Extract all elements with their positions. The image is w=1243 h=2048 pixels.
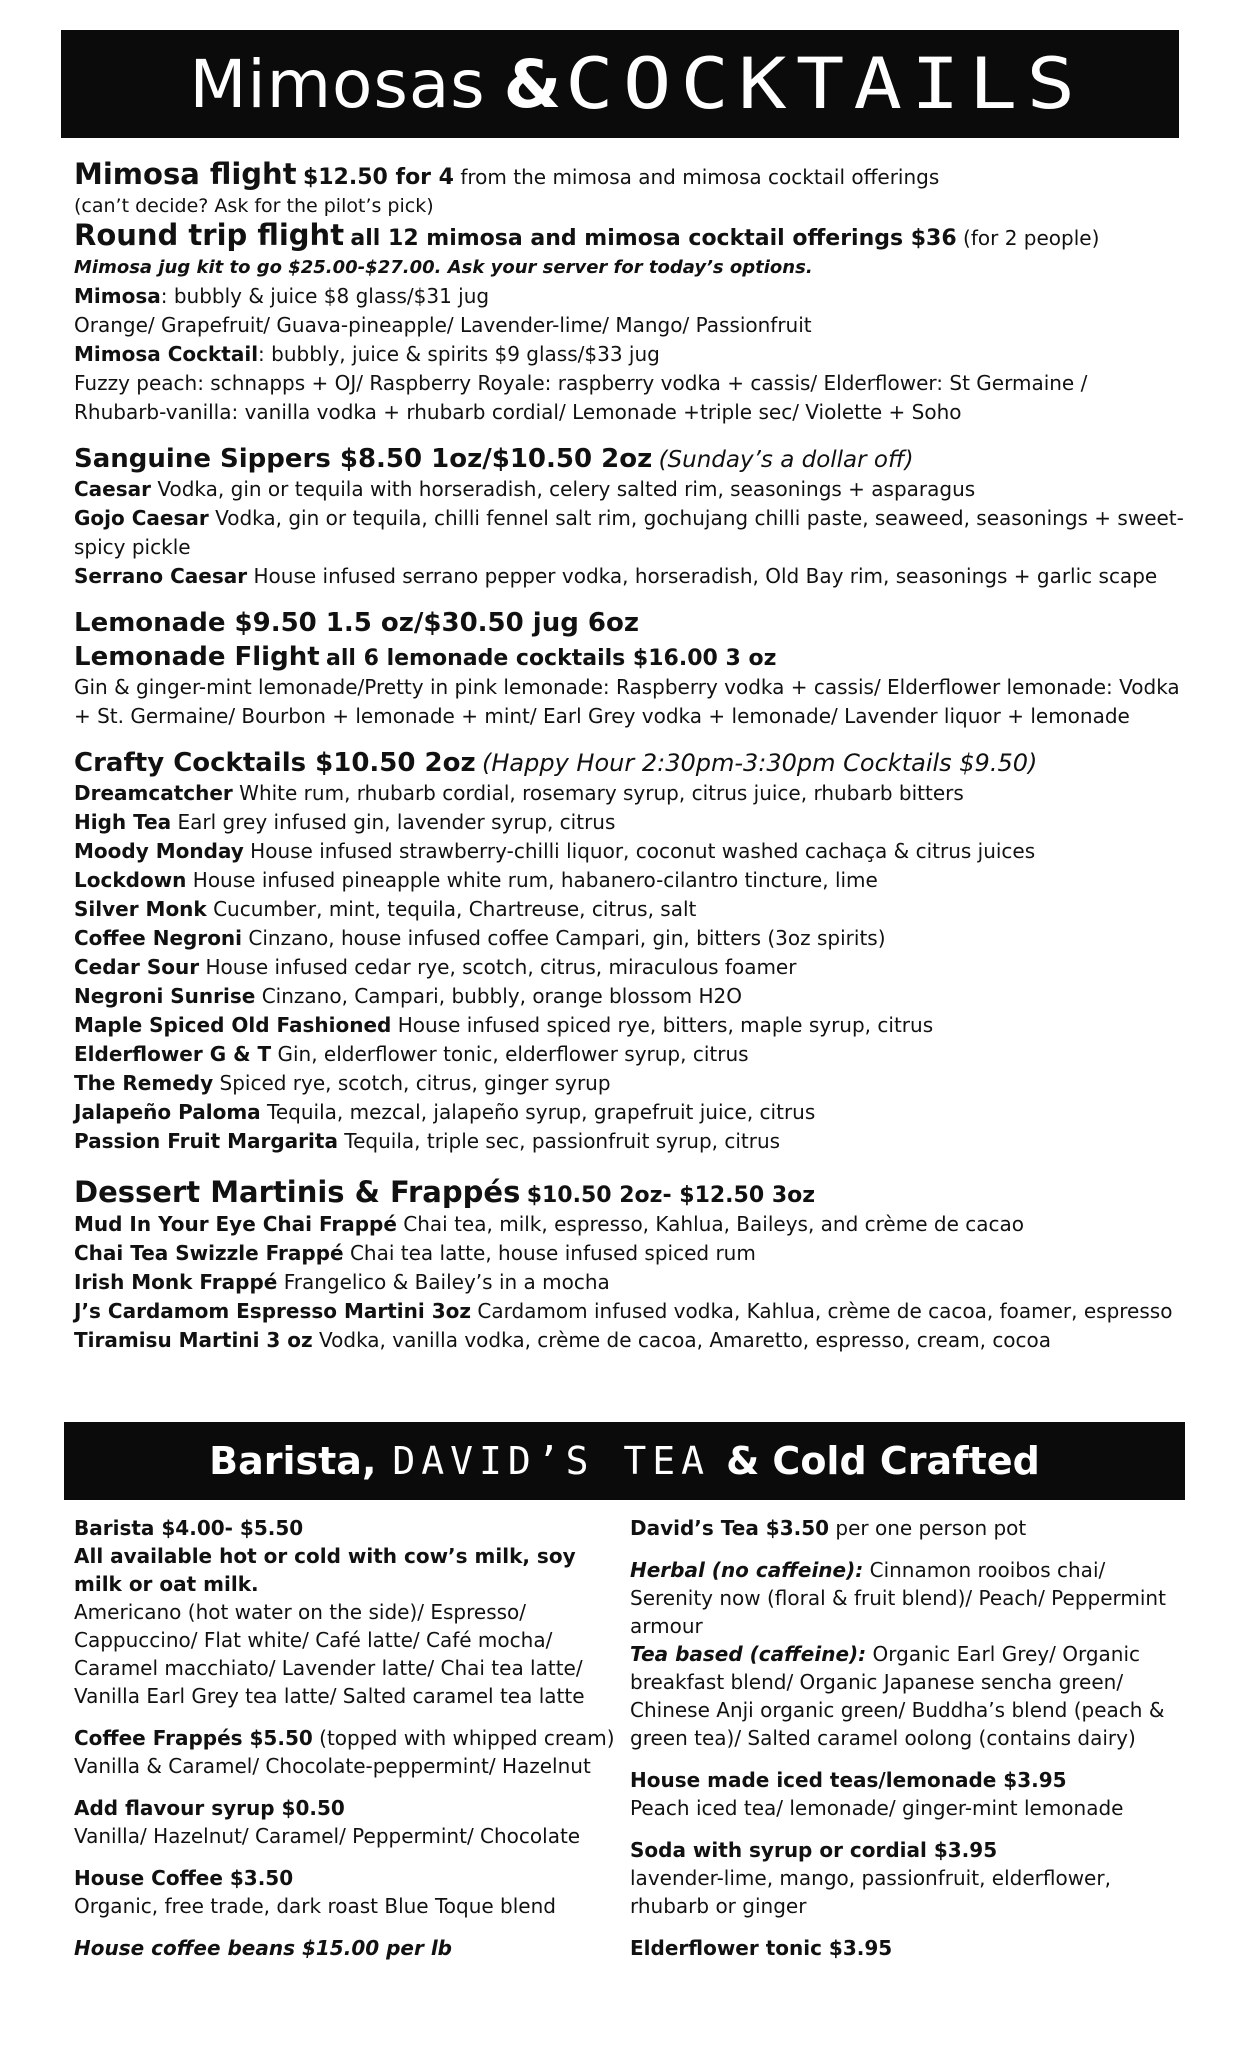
mimosa-label: Mimosa: [74, 284, 161, 308]
lemonade-flight-heading: [74, 643, 1184, 673]
crafty-item: [74, 779, 1184, 808]
lemonade-flight-desc: all 6 lemonade cocktails $16.00 3 oz: [326, 646, 777, 671]
dessert-item: [74, 1297, 1184, 1326]
frappe-heading: Coffee Frappés $5.50 (topped with whipped cream): [74, 1726, 615, 1750]
mimosa-flight-note: (can’t decide? Ask for the pilot’s pick): [74, 195, 434, 217]
crafty-item: [74, 1011, 1184, 1040]
crafty-item-name: Passion Fruit Margarita: [74, 1129, 338, 1153]
cocktail-menu: [74, 157, 1184, 1355]
crafty-item: [74, 808, 1184, 837]
crafty-item-desc: Tequila, triple sec, passionfruit syrup, citrus: [337, 1129, 781, 1153]
round-trip-line: [74, 218, 1184, 253]
sanguine-note: (Sunday’s a dollar off): [658, 447, 914, 473]
mimosa-flavors: Orange/ Grapefruit/ Guava-pineapple/ Lavender-lime/ Mango/ Passionfruit: [74, 313, 812, 337]
herbal-tea-list: Herbal (no caffeine): Cinnamon rooibos chai/ Serenity now (floral & fruit blend)/ Peach/ Peppermint armour: [630, 1558, 1166, 1638]
crafty-item-desc: Cucumber, mint, tequila, Chartreuse, citrus, salt: [206, 897, 697, 921]
crafty-item-desc: Cinzano, house infused coffee Campari, gin, bitters (3oz spirits): [242, 926, 886, 950]
crafty-item: [74, 924, 1184, 953]
mimosa-cocktail-desc: : bubbly, juice & spirits $9 glass/$33 jug: [258, 342, 660, 366]
crafty-item-name: Elderflower G & T: [74, 1042, 272, 1066]
mimosa-desc: : bubbly & juice $8 glass/$31 jug: [160, 284, 490, 308]
crafty-item-name: Jalapeño Paloma: [74, 1100, 261, 1124]
barista-column: [74, 1514, 619, 1962]
dessert-item-name: J’s Cardamom Espresso Martini 3oz: [74, 1299, 471, 1323]
crafty-item-desc: Earl grey infused gin, lavender syrup, citrus: [171, 810, 616, 834]
dessert-heading: [74, 1175, 1184, 1210]
barista-list: Americano (hot water on the side)/ Espresso/ Cappuccino/ Flat white/ Café latte/ Café mocha/ Caramel macchiato/ Lavender latte/ Chai tea latte/ Vanilla Earl Grey tea latte/ Salted caramel tea latte: [74, 1600, 585, 1708]
barista-milk: All available hot or cold with cow’s milk, soy milk or oat milk.: [74, 1544, 576, 1596]
dessert-item: [74, 1326, 1184, 1355]
dessert-item-desc: Chai tea, milk, espresso, Kahlua, Baileys, and crème de cacao: [396, 1212, 1024, 1236]
crafty-item-desc: Spiced rye, scotch, citrus, ginger syrup: [213, 1071, 611, 1095]
crafty-item: [74, 1127, 1184, 1156]
lemonade-heading: [74, 609, 1184, 639]
coffee-beans-note: House coffee beans $15.00 per lb: [74, 1936, 452, 1960]
dessert-item-name: Irish Monk Frappé: [74, 1270, 278, 1294]
crafty-item-name: High Tea: [74, 810, 172, 834]
dessert-price: $10.50 2oz- $12.50 3oz: [526, 1183, 816, 1208]
house-coffee-title: House Coffee $3.50: [74, 1866, 294, 1890]
lemonade-flight-title: Lemonade Flight: [74, 642, 320, 672]
crafty-item-desc: House infused pineapple white rum, habanero-cilantro tincture, lime: [186, 868, 878, 892]
crafty-item: [74, 982, 1184, 1011]
dessert-item-desc: Vodka, vanilla vodka, crème de cacoa, Amaretto, espresso, cream, cocoa: [312, 1328, 1052, 1352]
crafty-item-name: Cedar Sour: [74, 955, 200, 979]
dessert-item-name: Chai Tea Swizzle Frappé: [74, 1241, 344, 1265]
banner-title-amp: &: [503, 45, 562, 123]
mimosa-cocktail-list-1: Fuzzy peach: schnapps + OJ/ Raspberry Royale: raspberry vodka + cassis/ Elderflower: St Germaine /: [74, 371, 1088, 395]
sanguine-heading: [74, 445, 1184, 475]
dessert-item: [74, 1239, 1184, 1268]
barista-banner: [64, 1422, 1185, 1500]
sanguine-title: Sanguine Sippers $8.50 1oz/$10.50 2oz: [74, 444, 653, 474]
crafty-item-name: Dreamcatcher: [74, 781, 233, 805]
jug-kit-note: Mimosa jug kit to go $25.00-$27.00. Ask your server for today’s options.: [74, 257, 813, 278]
mimosa-flight-line: [74, 157, 1184, 192]
iced-tea-list: Peach iced tea/ lemonade/ ginger-mint lemonade: [630, 1796, 1124, 1820]
crafty-item-desc: Tequila, mezcal, jalapeño syrup, grapefruit juice, citrus: [260, 1100, 816, 1124]
soda-title: Soda with syrup or cordial $3.95: [630, 1838, 998, 1862]
crafty-item-desc: House infused cedar rye, scotch, citrus, miraculous foamer: [199, 955, 797, 979]
dessert-title: Dessert Martinis & Frappés: [74, 1175, 521, 1209]
mimosa-cocktail-list-2: Rhubarb-vanilla: vanilla vodka + rhubarb cordial/ Lemonade +triple sec/ Violette + Soho: [74, 400, 962, 424]
crafty-title: Crafty Cocktails $10.50 2oz: [74, 748, 476, 778]
crafty-item-name: Lockdown: [74, 868, 187, 892]
round-trip-desc: all 12 mimosa and mimosa cocktail offerings $36: [350, 226, 957, 251]
crafty-item: [74, 1040, 1184, 1069]
crafty-item-name: Maple Spiced Old Fashioned: [74, 1013, 392, 1037]
mimosa-cocktail-label: Mimosa Cocktail: [74, 342, 259, 366]
lemonade-list: Gin & ginger-mint lemonade/Pretty in pink lemonade: Raspberry vodka + cassis/ Elderflower lemonade: Vodka + St. Germaine/ Bourbon + lemonade + mint/ Earl Grey vodka + lemonade/ Lavender liquor + lemonade: [74, 675, 1180, 728]
frappe-list: Vanilla & Caramel/ Chocolate-peppermint/ Hazelnut: [74, 1754, 591, 1778]
tea-column: [630, 1514, 1175, 1962]
dessert-list: [74, 1210, 1184, 1355]
crafty-item-name: Moody Monday: [74, 839, 244, 863]
crafty-item: [74, 953, 1184, 982]
dessert-item: [74, 1210, 1184, 1239]
dessert-item-desc: Chai tea latte, house infused spiced rum: [343, 1241, 756, 1265]
iced-tea-title: House made iced teas/lemonade $3.95: [630, 1768, 1067, 1792]
dessert-item-desc: Cardamom infused vodka, Kahlua, crème de cacoa, foamer, espresso: [471, 1299, 1173, 1323]
dessert-item-name: Mud In Your Eye Chai Frappé: [74, 1212, 397, 1236]
crafty-item-name: Silver Monk: [74, 897, 207, 921]
crafty-item-desc: Gin, elderflower tonic, elderflower syrup, citrus: [271, 1042, 749, 1066]
elderflower-tonic-title: Elderflower tonic $3.95: [630, 1936, 893, 1960]
mimosa-cocktail-line: [74, 340, 1184, 369]
round-trip-name: Round trip flight: [74, 218, 345, 252]
barista-banner-cold-crafted: & Cold Crafted: [726, 1439, 1040, 1483]
mimosa-flight-desc: from the mimosa and mimosa cocktail offerings: [460, 165, 940, 189]
mimosa-flight-price: $12.50 for 4: [302, 165, 454, 190]
sanguine-item: Caesar Vodka, gin or tequila with horseradish, celery salted rim, seasonings + asparagus: [74, 477, 976, 501]
crafty-item: [74, 895, 1184, 924]
crafty-item-desc: White rum, rhubarb cordial, rosemary syrup, citrus juice, rhubarb bitters: [232, 781, 964, 805]
crafty-item: [74, 837, 1184, 866]
mimosa-line: [74, 282, 1184, 311]
barista-banner-davids-tea: DAVID’S TEA: [392, 1439, 711, 1483]
round-trip-note: (for 2 people): [963, 226, 1100, 250]
davids-tea-heading: David’s Tea $3.50 per one person pot: [630, 1516, 1027, 1540]
crafty-item: [74, 1069, 1184, 1098]
sanguine-item: Serrano Caesar House infused serrano pepper vodka, horseradish, Old Bay rim, seasonings + garlic scape: [74, 564, 1158, 588]
barista-banner-a: Barista,: [209, 1439, 377, 1483]
crafty-item-name: Coffee Negroni: [74, 926, 243, 950]
banner-title-mimosas: Mimosas: [189, 45, 486, 123]
crafty-item-desc: Cinzano, Campari, bubbly, orange blossom H2O: [255, 984, 742, 1008]
tea-based-list: Tea based (caffeine): Organic Earl Grey/ Organic breakfast blend/ Organic Japanese sencha green/ Chinese Anji organic green/ Buddha’s blend (peach & green tea)/ Salted caramel oolong (contains dairy): [630, 1642, 1165, 1750]
crafty-heading: [74, 749, 1184, 779]
dessert-item: [74, 1268, 1184, 1297]
sanguine-item: Gojo Caesar Vodka, gin or tequila, chilli fennel salt rim, gochujang chilli paste, seaweed, seasonings + sweet-spicy pickle: [74, 506, 1184, 559]
crafty-note: (Happy Hour 2:30pm-3:30pm Cocktails $9.50): [482, 749, 1038, 777]
crafty-item-name: Negroni Sunrise: [74, 984, 256, 1008]
lemonade-title: Lemonade $9.50 1.5 oz/$30.50 jug 6oz: [74, 608, 639, 638]
dessert-item-name: Tiramisu Martini 3 oz: [74, 1328, 313, 1352]
syrup-list: Vanilla/ Hazelnut/ Caramel/ Peppermint/ Chocolate: [74, 1824, 581, 1848]
house-coffee-desc: Organic, free trade, dark roast Blue Toque blend: [74, 1894, 556, 1918]
crafty-item-desc: House infused strawberry-chilli liquor, coconut washed cachaça & citrus juices: [243, 839, 1036, 863]
crafty-item: [74, 866, 1184, 895]
mimosa-flight-name: Mimosa flight: [74, 157, 297, 191]
syrup-title: Add flavour syrup $0.50: [74, 1796, 345, 1820]
crafty-item: [74, 1098, 1184, 1127]
dessert-item-desc: Frangelico & Bailey’s in a mocha: [277, 1270, 610, 1294]
top-banner: [61, 30, 1179, 138]
crafty-list: [74, 779, 1184, 1156]
barista-title: Barista $4.00- $5.50: [74, 1516, 304, 1540]
crafty-item-desc: House infused spiced rye, bitters, maple syrup, citrus: [391, 1013, 934, 1037]
soda-list: lavender-lime, mango, passionfruit, elderflower, rhubarb or ginger: [630, 1866, 1111, 1918]
crafty-item-name: The Remedy: [74, 1071, 214, 1095]
banner-title-cocktails: COCKTAILS: [565, 43, 1085, 125]
